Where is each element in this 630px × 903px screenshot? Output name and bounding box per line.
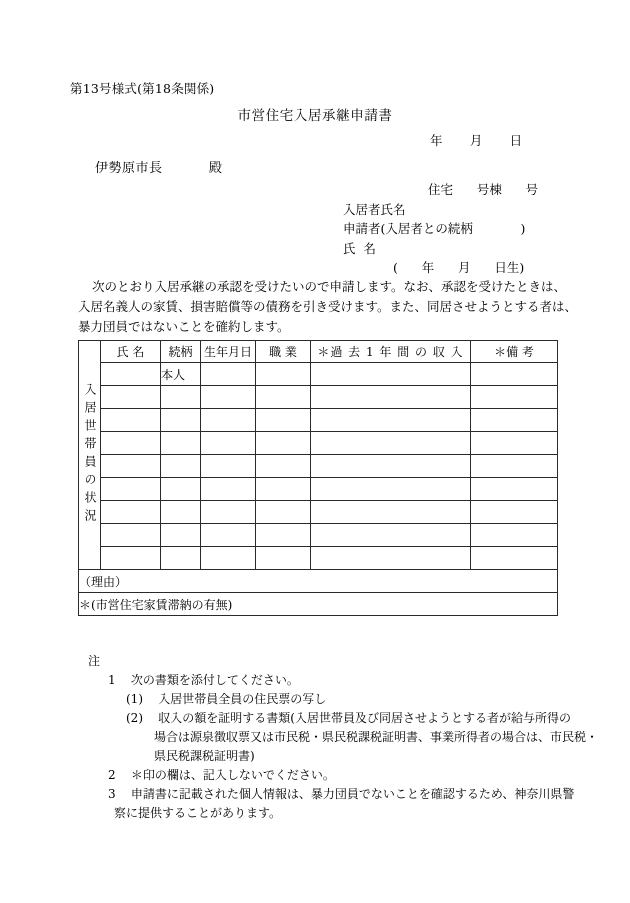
cell-occupation[interactable]	[256, 432, 311, 455]
cell-name[interactable]	[101, 547, 161, 570]
declaration-line-2: 入居名義人の家賃、損害賠償等の債務を引き受けます。また、同居させようとする者は、	[78, 299, 578, 314]
applicant-relation-label: 申請者(入居者との続柄 )	[343, 221, 526, 236]
col-header-name: 氏 名	[101, 341, 161, 363]
resident-name-label: 入居者氏名	[343, 201, 406, 217]
cell-relation[interactable]	[161, 386, 201, 409]
cell-occupation[interactable]	[256, 478, 311, 501]
applicant-name-label: 氏 名	[343, 240, 376, 256]
cell-income[interactable]	[311, 455, 471, 478]
cell-relation[interactable]	[161, 501, 201, 524]
cell-occupation[interactable]	[256, 363, 311, 386]
table-row	[79, 409, 558, 432]
cell-remarks[interactable]	[471, 547, 558, 570]
declaration-paragraph	[78, 277, 578, 337]
cell-remarks[interactable]	[471, 455, 558, 478]
cell-birthdate[interactable]	[201, 524, 256, 547]
cell-birthdate[interactable]	[201, 432, 256, 455]
cell-remarks[interactable]	[471, 363, 558, 386]
note-item-1-sub-2: (2) 収入の額を証明する書類(入居世帯員及び同居させようとする者が給与所得の	[126, 711, 571, 725]
cell-name[interactable]	[101, 478, 161, 501]
col-header-birthdate: 生年月日	[201, 341, 256, 363]
cell-remarks[interactable]	[471, 409, 558, 432]
cell-remarks[interactable]	[471, 478, 558, 501]
cell-income[interactable]	[311, 386, 471, 409]
table-row	[79, 547, 558, 570]
cell-occupation[interactable]	[256, 386, 311, 409]
cell-income[interactable]	[311, 524, 471, 547]
table-row	[79, 501, 558, 524]
table-row	[79, 455, 558, 478]
cell-birthdate[interactable]	[201, 455, 256, 478]
cell-name[interactable]	[101, 409, 161, 432]
table-side-label-text: 入居世帯員の状況	[83, 383, 97, 527]
cell-name[interactable]	[101, 386, 161, 409]
cell-birthdate[interactable]	[201, 409, 256, 432]
table-side-label	[79, 341, 101, 570]
housing-number-line: 住宅 号棟 号	[428, 182, 539, 197]
cell-remarks[interactable]	[471, 386, 558, 409]
note-item-1-sub-2-cont-2: 県民税課税証明書)	[154, 749, 255, 763]
applicant-birthdate-label: ( 年 月 日生)	[393, 260, 525, 275]
col-header-income: ＊過 去 1 年 間 の 収 入	[311, 341, 471, 363]
note-item-1-sub-1: (1) 入居世帯員全員の住民票の写し	[126, 692, 327, 706]
cell-occupation[interactable]	[256, 501, 311, 524]
cell-relation[interactable]	[161, 524, 201, 547]
cell-name[interactable]	[101, 432, 161, 455]
table-row	[79, 432, 558, 455]
cell-occupation[interactable]	[256, 547, 311, 570]
cell-name[interactable]	[101, 501, 161, 524]
cell-birthdate[interactable]	[201, 547, 256, 570]
cell-relation[interactable]: 本人	[161, 363, 201, 386]
table-row	[79, 386, 558, 409]
notes-section	[88, 652, 599, 823]
table-row	[79, 363, 558, 386]
cell-name[interactable]	[101, 524, 161, 547]
household-members-table	[78, 340, 558, 616]
cell-income[interactable]	[311, 501, 471, 524]
table-row	[79, 478, 558, 501]
table-header-row	[79, 341, 558, 363]
cell-remarks[interactable]	[471, 524, 558, 547]
cell-relation[interactable]	[161, 409, 201, 432]
declaration-line-1: 次のとおり入居承継の承認を受けたいので申請します。なお、承認を受けたときは、	[92, 279, 567, 294]
note-item-1-sub-2-cont-1: 場合は源泉徴収票又は市民税・県民税課税証明書、事業所得者の場合は、市民税・	[154, 730, 599, 744]
cell-remarks[interactable]	[471, 501, 558, 524]
cell-birthdate[interactable]	[201, 386, 256, 409]
cell-income[interactable]	[311, 432, 471, 455]
cell-occupation[interactable]	[256, 409, 311, 432]
cell-relation[interactable]	[161, 455, 201, 478]
cell-relation[interactable]	[161, 478, 201, 501]
col-header-relation: 続柄	[161, 341, 201, 363]
col-header-remarks: ＊備 考	[471, 341, 558, 363]
form-title: 市営住宅入居承継申請書	[237, 108, 393, 124]
note-item-1: 1 次の書類を添付してください。	[108, 673, 299, 687]
notes-heading: 注	[88, 654, 101, 668]
arrears-row	[79, 593, 558, 616]
cell-birthdate[interactable]	[201, 363, 256, 386]
note-item-3-cont: 察に提供することがあります。	[114, 806, 282, 820]
rent-arrears-field[interactable]: ＊(市営住宅家賃滞納の有無)	[79, 593, 558, 616]
cell-income[interactable]	[311, 409, 471, 432]
note-item-3: 3 申請書に記載された個人情報は、暴力団員でないことを確認するため、神奈川県警	[108, 787, 575, 801]
addressee-line: 伊勢原市長 殿	[95, 161, 223, 176]
cell-relation[interactable]	[161, 432, 201, 455]
cell-relation[interactable]	[161, 547, 201, 570]
cell-remarks[interactable]	[471, 432, 558, 455]
col-header-occupation: 職 業	[256, 341, 311, 363]
table-row	[79, 524, 558, 547]
cell-birthdate[interactable]	[201, 478, 256, 501]
applicant-info-block	[343, 180, 538, 278]
cell-occupation[interactable]	[256, 455, 311, 478]
cell-birthdate[interactable]	[201, 501, 256, 524]
date-line: 年 月 日	[430, 133, 523, 148]
declaration-line-3: 暴力団員ではないことを確約します。	[78, 319, 290, 334]
cell-income[interactable]	[311, 478, 471, 501]
note-item-2: 2 ＊印の欄は、記入しないでください。	[108, 768, 335, 782]
cell-name[interactable]	[101, 363, 161, 386]
cell-income[interactable]	[311, 547, 471, 570]
cell-occupation[interactable]	[256, 524, 311, 547]
cell-name[interactable]	[101, 455, 161, 478]
form-number: 第13号様式(第18条関係)	[70, 81, 215, 96]
reason-row	[79, 570, 558, 593]
reason-field[interactable]: （理由）	[79, 570, 558, 593]
cell-income[interactable]	[311, 363, 471, 386]
